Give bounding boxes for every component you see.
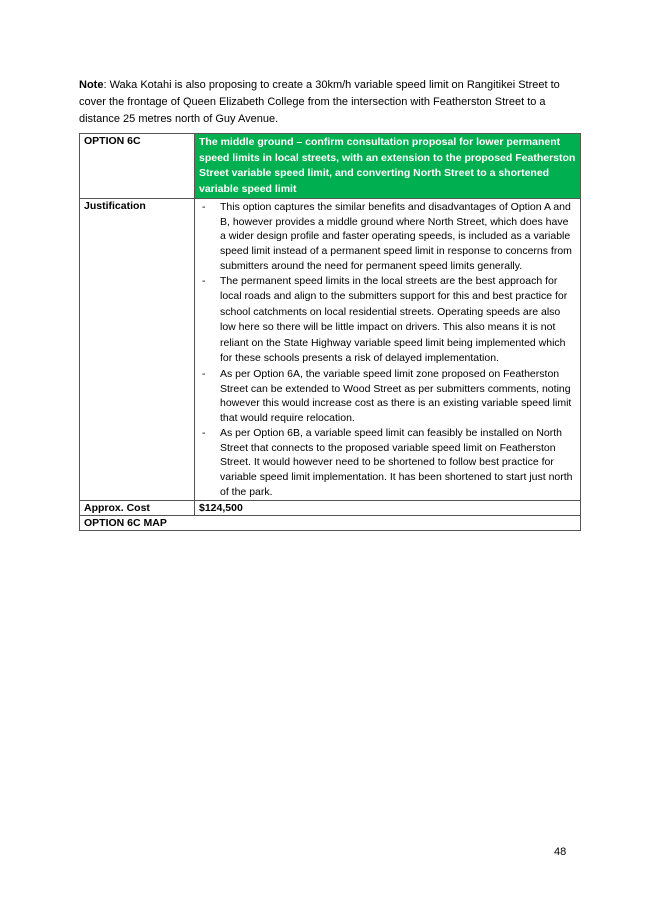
map-label: OPTION 6C MAP xyxy=(80,516,581,531)
note-label: Note xyxy=(79,79,104,91)
bullet-dash: - xyxy=(202,274,206,287)
justification-item: - As per Option 6A, the variable speed limit zone proposed on Featherston Street can be extended to Wood Street as per submitters comments, noting however this would increase cost as there is an existing variable speed limit that would require relocation. xyxy=(202,368,572,425)
option-title: The middle ground – confirm consultation proposal for lower permanent speed limits in local streets, with an extension to the proposed Featherston Street variable speed limit, and converting North Street to a shortened variable speed limit xyxy=(195,134,581,199)
page-number: 48 xyxy=(554,846,567,858)
justification-item: - This option captures the similar benefits and disadvantages of Option A and B, however provides a middle ground where North Street, which does have a wider design profile and faster operating speeds, is included as a variable speed limit instead of a permanent speed limit in response to concerns from submitters around the need for permanent speed limits generally. xyxy=(202,201,572,272)
option-table xyxy=(79,133,581,531)
cost-label: Approx. Cost xyxy=(80,501,195,516)
justification-label: Justification xyxy=(80,199,195,501)
option-header-row xyxy=(80,134,581,199)
justification-item: - The permanent speed limits in the local streets are the best approach for local roads and align to the submitters support for this and best practice for school catchments on local residential streets. Operating speeds are also low here so there will be little impact on drivers. This also means it is not reliant on the State Highway variable speed limit being implemented which for these schools presents a risk of delayed implementation. xyxy=(202,274,568,365)
map-row xyxy=(80,516,581,531)
justification-row xyxy=(80,199,581,501)
option-label: OPTION 6C xyxy=(80,134,195,199)
justification-cell xyxy=(195,199,581,501)
note-text: : Waka Kotahi is also proposing to create a 30km/h variable speed limit on Rangitikei Street to cover the frontage of Queen Elizabeth College from the intersection with Featherston Street to a distance 25 metres north of Guy Avenue. xyxy=(79,79,560,125)
note-paragraph xyxy=(79,77,574,128)
cost-row xyxy=(80,501,581,516)
bullet-dash: - xyxy=(202,368,206,381)
cost-value: $124,500 xyxy=(195,501,581,516)
justification-list xyxy=(199,200,576,499)
justification-item: - As per Option 6B, a variable speed limit can feasibly be installed on North Street that connects to the proposed variable speed limit on Featherston Street. It would however need to be shortened to follow best practice for variable speed limit implementation. It has been shortened to start just north of the park. xyxy=(202,426,573,498)
bullet-dash: - xyxy=(202,426,206,439)
bullet-dash: - xyxy=(202,201,206,213)
